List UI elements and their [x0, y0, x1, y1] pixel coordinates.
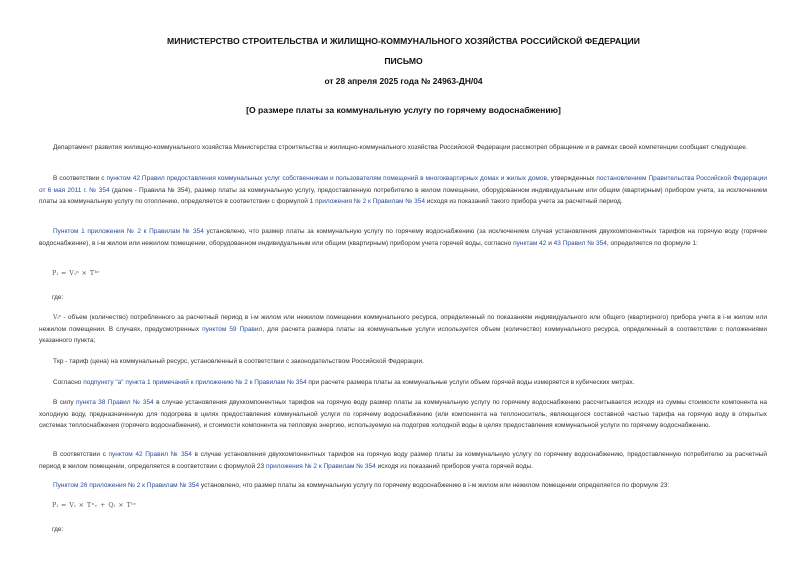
text: , определяется по формуле 1:	[606, 239, 698, 247]
paragraph-intro	[39, 142, 767, 154]
text: В соответствии с	[53, 175, 107, 182]
text: Tкр - тариф (цена) на коммунальный ресурс, установленный в соответствии с законодательством Российской Федерации.	[53, 358, 424, 365]
text: исходя из показаний приборов учета горячей воды.	[375, 462, 533, 470]
paragraph-rules-42	[39, 173, 767, 208]
link-item-42-b[interactable]: пунктом 42 Правил № 354	[108, 451, 192, 458]
text: (далее - Правила № 354), размер платы за коммунальную услугу, предоставленную потребителю в жилом помещении, оборудованном индивидуальным или общим (квартирным) прибором учета, за исключением платы за коммунальную услугу по отоплению, определяется в соответствии с формулой 1	[39, 186, 768, 206]
paragraph-formula-1	[39, 226, 767, 249]
link-appendix-2-b[interactable]: приложения № 2 к Правилам № 354	[265, 462, 376, 470]
link-item-42[interactable]: пунктам 42	[513, 239, 547, 247]
text: , утвержденных	[546, 175, 597, 182]
text: - объем (количество) потребленного за расчетный период в i-м жилом или нежилом помещении коммунального ресурса, определенный по показаниям индивидуального или общего (квартирного) прибора учета в i-м жилом или нежилом помещении. В случаях, предусмотренных	[39, 314, 767, 333]
link-rules-42[interactable]: пунктом 42 Правил предоставления коммунальных услуг собственникам и пользователям помещений в многоквартирных домах и жилых домов	[106, 175, 547, 182]
document-subject: [О размере платы за коммунальную услугу по горячему водоснабжению]	[246, 105, 561, 115]
paragraph-item-26	[39, 480, 767, 492]
document-date-number: от 28 апреля 2025 года № 24963-ДН/04	[324, 76, 483, 86]
where-label-2: где:	[52, 526, 64, 533]
ministry-heading: МИНИСТЕРСТВО СТРОИТЕЛЬСТВА И ЖИЛИЩНО-КОММУНАЛЬНОГО ХОЗЯЙСТВА РОССИЙСКОЙ ФЕДЕРАЦИИ	[167, 36, 640, 46]
link-appendix-2-item-1[interactable]: Пунктом 1 приложения № 2 к Правилам № 354	[53, 228, 204, 235]
text: и	[546, 239, 554, 247]
where-label-1: где:	[52, 294, 64, 301]
paragraph-two-component-tariff	[39, 397, 767, 432]
paragraph-volume-definition	[39, 312, 767, 347]
text: в случае установления двухкомпонентных тарифов на горячую воду размер платы за коммунальную услугу по горячему водоснабжению, предоставленную потребителю за расчетный период в жилом помещении, определяется в соответствии с формулой 23	[39, 451, 767, 470]
paragraph-cubic-meters	[39, 377, 767, 389]
link-note-1a[interactable]: подпункту "а" пункта 1 примечаний к приложению № 2 к Правилам № 354	[83, 379, 307, 386]
text: в случае установления двухкомпонентных тарифов на горячую воду размер платы за коммунальную услугу по горячему водоснабжению рассчитывается исходя из суммы стоимости компонента на холодную воду, предназначенную для подогрева в целях предоставления коммунальной услуги по горячему водоснабжению (или компонента на теплоноситель, являющегося составной частью тарифа на горячую воду в открытых системах теплоснабжения (горячего водоснабжения), и стоимости компонента на тепловую энергию, используемую на подогрев холодной воды в целях предоставления коммунальной услуги по горячему водоснабжению.	[39, 399, 767, 430]
formula-1-image: Pᵢ = Vᵢᵖ × Tᵏʳ	[52, 270, 101, 277]
document-type: ПИСЬМО	[384, 56, 423, 66]
text: установлено, что размер платы за коммунальную услугу по горячему водоснабжению (за исключением случая установления двухкомпонентных тарифов на горячую воду (горячее водоснабжение), в i-м жилом или нежилом помещении, оборудованном индивидуальным или общим (квартирным) прибором учета горячей воды, согласно	[39, 228, 767, 247]
text: при расчете размера платы за коммунальные услуги объем горячей воды измеряется в кубических метрах.	[306, 379, 635, 386]
link-appendix-2-item-26[interactable]: Пунктом 26 приложения № 2 к Правилам № 354	[53, 482, 200, 489]
text: В соответствии с	[53, 451, 109, 458]
link-item-38[interactable]: пункта 38 Правил № 354	[76, 399, 154, 406]
text: установлено, что размер платы за коммунальную услугу по горячему водоснабжению в i-м жилом или нежилом помещении определяется по формуле 23:	[199, 482, 670, 489]
paragraph-tariff-definition	[39, 356, 767, 368]
text: исходя из показаний такого прибора учета за расчетный период.	[424, 198, 623, 206]
text: , для расчета размера платы за коммунальные услуги используется объем (количество) коммунального ресурса, определенный в соответствии с положениями указанного пункта;	[39, 325, 768, 345]
link-government-decree[interactable]: постановлением Правительства Российской Федерации от 6 мая 2011 г. № 354	[39, 175, 767, 194]
paragraph-formula-23	[39, 449, 767, 472]
formula-symbol-volume: Vᵢᵖ	[53, 314, 61, 321]
link-item-43[interactable]: 43 Правил № 354	[553, 239, 607, 247]
paragraph-text: Департамент развития жилищно-коммунального хозяйства Министерства строительства и жилищно-коммунального хозяйства Российской Федерации рассмотрел обращение и в рамках своей компетенции сообщает следующее.	[53, 144, 748, 151]
link-item-59[interactable]: пунктом 59 Правил	[202, 325, 263, 333]
text: В силу	[53, 399, 77, 406]
formula-23-image: Pᵢ = Vᵢ × Tˣᵥ + Qᵢ × Tᵗᵉ	[52, 502, 137, 509]
link-appendix-2[interactable]: приложения № 2 к Правилам № 354	[315, 198, 425, 206]
text: Согласно	[53, 379, 84, 386]
